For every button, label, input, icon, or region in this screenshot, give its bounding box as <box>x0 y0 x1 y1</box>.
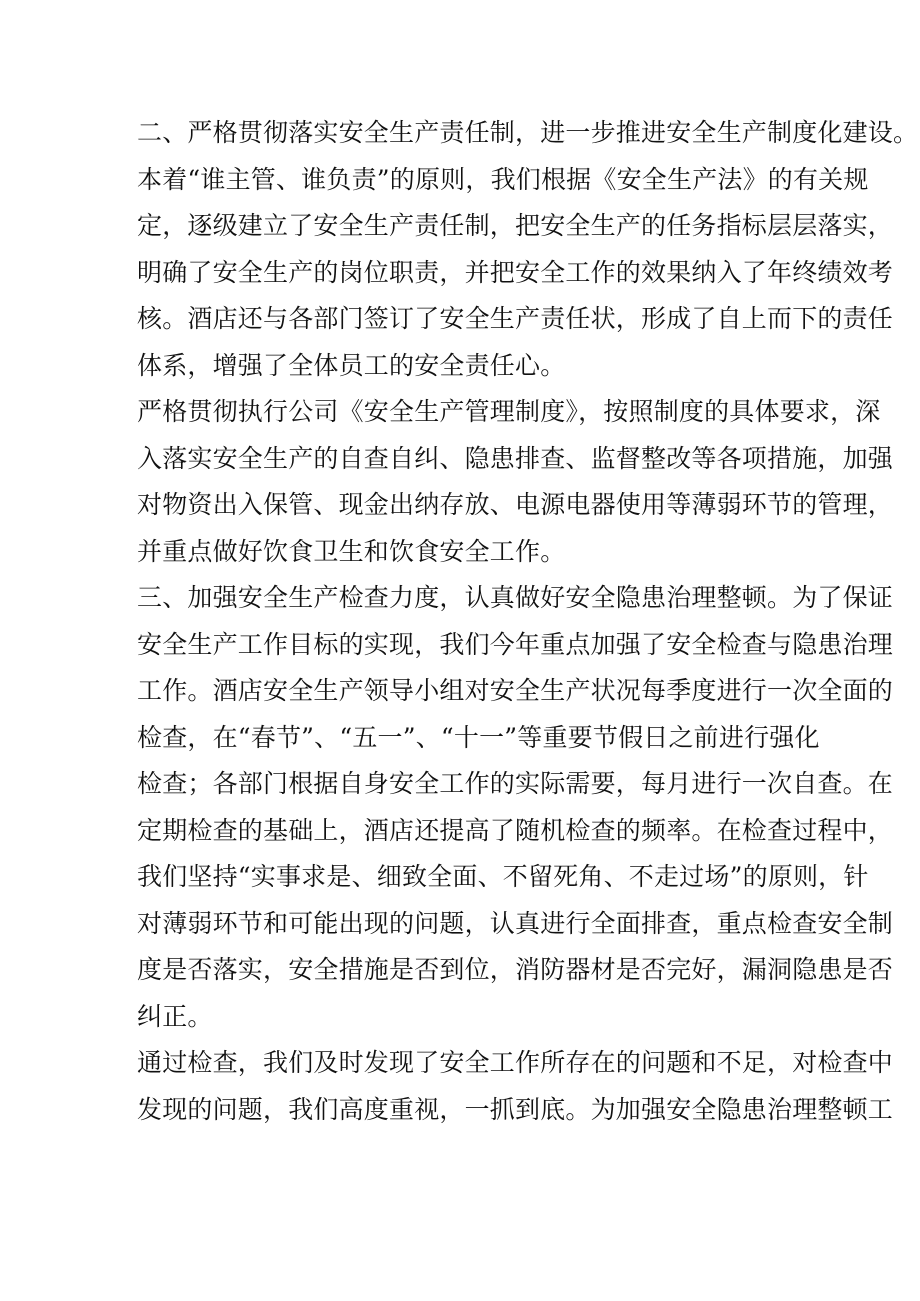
text-line: 工作。酒店安全生产领导小组对安全生产状况每季度进行一次全面的 <box>137 676 894 705</box>
text-line: 本着“谁主管、谁负责”的原则，我们根据《安全生产法》的有关规 <box>137 164 869 194</box>
text-line: 三、加强安全生产检查力度，认真做好安全隐患治理整顿。为了保证 <box>137 583 894 612</box>
text-line: 对物资出入保管、现金出纳存放、电源电器使用等薄弱环节的管理， <box>137 490 894 519</box>
text-line: 二、严格贯彻落实安全生产责任制，进一步推进安全生产制度化建设。 <box>137 118 919 147</box>
text-line: 纠正。 <box>137 1001 213 1031</box>
text-line: 发现的问题，我们高度重视，一抓到底。为加强安全隐患治理整顿工 <box>137 1094 894 1124</box>
text-line: 度是否落实，安全措施是否到位，消防器材是否完好，漏洞隐患是否 <box>137 955 894 984</box>
text-line: 定，逐级建立了安全生产责任制，把安全生产的任务指标层层落实， <box>137 211 894 240</box>
text-line: 明确了安全生产的岗位职责，并把安全工作的效果纳入了年终绩效考 <box>137 257 894 287</box>
text-line: 体系，增强了全体员工的安全责任心。 <box>137 350 566 380</box>
text-line: 检查；各部门根据自身安全工作的实际需要，每月进行一次自查。在 <box>137 769 894 798</box>
text-line: 我们坚持“实事求是、细致全面、不留死角、不走过场”的原则，针 <box>137 862 869 891</box>
text-line: 对薄弱环节和可能出现的问题，认真进行全面排查，重点检查安全制 <box>137 908 894 938</box>
text-line: 并重点做好饮食卫生和饮食安全工作。 <box>137 536 566 566</box>
text-line: 检查，在“春节”、“五一”、“十一”等重要节假日之前进行强化 <box>137 722 820 752</box>
text-line: 通过检查，我们及时发现了安全工作所存在的问题和不足，对检查中 <box>137 1048 894 1077</box>
text-line: 入落实安全生产的自查自纠、隐患排查、监督整改等各项措施，加强 <box>137 443 894 473</box>
document-body <box>137 110 919 1133</box>
text-line: 严格贯彻执行公司《安全生产管理制度》，按照制度的具体要求，深 <box>137 397 881 426</box>
text-line: 安全生产工作目标的实现，我们今年重点加强了安全检查与隐患治理 <box>137 629 894 659</box>
text-line: 定期检查的基础上，酒店还提高了随机检查的频率。在检查过程中， <box>137 815 894 845</box>
text-line: 核。酒店还与各部门签订了安全生产责任状，形成了自上而下的责任 <box>137 304 894 333</box>
